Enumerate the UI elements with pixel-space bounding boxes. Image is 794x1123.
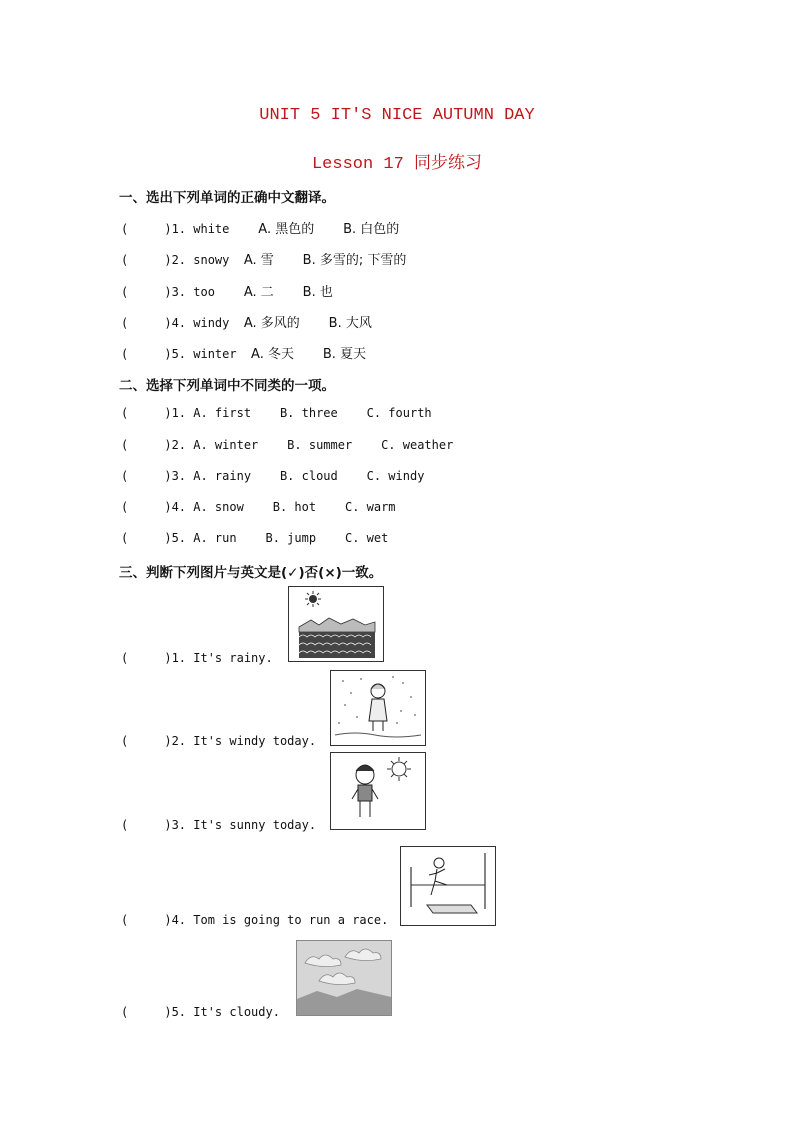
page-title: UNIT 5 IT'S NICE AUTUMN DAY	[259, 106, 535, 125]
s1-q5-word: ( )5. winter	[121, 347, 237, 361]
s2-question-3: ( )3. A. rainy B. cloud C. windy	[121, 469, 425, 483]
picture-2-snow-child	[330, 670, 426, 746]
lesson-subtitle: Lesson 17 同步练习	[311, 155, 483, 174]
s1-q2-word: ( )2. snowy	[121, 253, 230, 267]
section2-heading: 二、选择下列单词中不同类的一项。	[119, 378, 335, 394]
s1-q5-option-b: B. 夏天	[322, 347, 367, 362]
s1-q2-option-b: B. 多雪的; 下雪的	[302, 253, 407, 268]
picture-3-sunny-boy	[330, 752, 426, 830]
s1-q1-option-a: A. 黑色的	[258, 222, 315, 237]
sun-icon	[387, 757, 411, 781]
boy-figure-icon	[352, 765, 378, 817]
child-figure-icon	[369, 684, 387, 731]
s1-q1-option-b: B. 白色的	[343, 222, 400, 237]
s3-question-5: ( )5. It's cloudy.	[121, 1005, 280, 1019]
picture-4-high-jump	[400, 846, 496, 926]
s2-question-1: ( )1. A. first B. three C. fourth	[121, 406, 432, 420]
s3-question-3: ( )3. It's sunny today.	[121, 818, 317, 832]
s1-question-2	[121, 249, 406, 268]
s1-question-4	[121, 312, 372, 331]
s1-q4-word: ( )4. windy	[121, 316, 230, 330]
s1-q3-option-b: B. 也	[302, 285, 333, 300]
s1-q3-option-a: A. 二	[243, 285, 274, 300]
jumper-figure-icon	[429, 858, 447, 895]
s1-q3-word: ( )3. too	[121, 285, 215, 299]
s3-question-1: ( )1. It's rainy.	[121, 651, 273, 665]
s1-q1-word: ( )1. white	[121, 222, 230, 236]
s2-question-4: ( )4. A. snow B. hot C. warm	[121, 500, 396, 514]
s1-q5-option-a: A. 冬天	[251, 347, 294, 362]
s1-q4-option-a: A. 多风的	[243, 316, 300, 331]
picture-1-mountains	[288, 586, 384, 662]
section3-heading: 三、判断下列图片与英文是(✓)否(×)一致。	[119, 565, 383, 581]
s1-question-1	[121, 218, 399, 237]
sun-icon	[305, 591, 321, 607]
s1-q4-option-b: B. 大风	[328, 316, 372, 331]
s2-question-2: ( )2. A. winter B. summer C. weather	[121, 438, 454, 452]
s1-question-3	[121, 281, 333, 300]
s2-question-5: ( )5. A. run B. jump C. wet	[121, 531, 389, 545]
s3-question-2: ( )2. It's windy today.	[121, 734, 317, 748]
s3-question-4: ( )4. Tom is going to run a race.	[121, 913, 389, 927]
picture-5-cloudy	[296, 940, 392, 1016]
s1-q2-option-a: A. 雪	[243, 253, 274, 268]
section1-heading: 一、选出下列单词的正确中文翻译。	[119, 190, 335, 206]
s1-question-5	[121, 343, 366, 362]
